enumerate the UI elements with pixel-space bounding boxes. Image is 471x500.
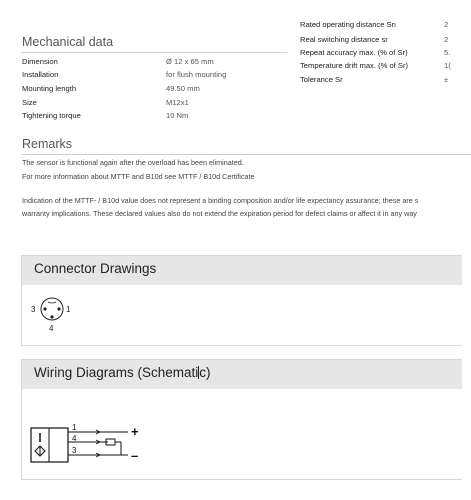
connector-drawings-heading: Connector Drawings	[22, 256, 462, 285]
wiring-title-end: c)	[199, 365, 211, 380]
spec-value-tolerance: ±	[444, 75, 449, 84]
spec-value-rated-distance: 2	[444, 20, 449, 29]
mechanical-divider	[21, 52, 287, 53]
remark-line-2: For more information about MTTF and B10d see MTTF / B10d Certificate	[22, 172, 255, 181]
spec-value-real-distance: 2	[444, 35, 449, 44]
mech-label-tightening-torque: Tightening torque	[22, 111, 81, 120]
remark-line-3: Indication of the MTTF- / B10d value does not represent a binding composition and/or life expectancy assurance; these are s	[22, 196, 419, 205]
spec-label-real-distance: Real switching distance sr	[300, 35, 388, 44]
pin-4-dot	[50, 315, 53, 318]
wiring-schematic-diagram	[28, 420, 168, 490]
pin-label-3: 3	[31, 305, 36, 314]
keyway-mark	[48, 302, 56, 303]
mech-label-mounting-length: Mounting length	[22, 84, 77, 93]
mech-value-tightening-torque: 10 Nm	[166, 111, 189, 120]
pin-label-4: 4	[49, 324, 54, 333]
spec-label-temp-drift: Temperature drift max. (% of Sr)	[300, 61, 409, 70]
spec-value-repeat-accuracy: 5.	[444, 48, 451, 57]
mech-value-size: M12x1	[166, 98, 189, 107]
remark-line-4: warranty implications. These declared values also do not extend the expiration period for defect claims or affect it in any way	[22, 209, 417, 218]
remark-line-1: The sensor is functional again after the overload has been eliminated.	[22, 158, 244, 167]
spec-label-tolerance: Tolerance Sr	[300, 75, 343, 84]
mech-value-installation: for flush mounting	[166, 70, 227, 79]
connector-pinout-icon	[26, 288, 106, 343]
spec-value-temp-drift: 1(	[444, 61, 451, 70]
mech-label-installation: Installation	[22, 70, 59, 79]
pin-3-dot	[43, 307, 46, 310]
wiring-title-main: Wiring Diagrams (Schemati	[34, 365, 199, 380]
mech-label-size: Size	[22, 98, 37, 107]
remarks-divider	[21, 154, 471, 155]
plus-symbol: +	[131, 424, 139, 439]
spec-label-repeat-accuracy: Repeat accuracy max. (% of Sr)	[300, 48, 408, 57]
pin-label-1: 1	[66, 305, 71, 314]
wiring-diagrams-panel	[21, 359, 462, 480]
mech-label-dimension: Dimension	[22, 57, 58, 66]
pin-1-dot	[57, 307, 60, 310]
mech-value-dimension: Ø 12 x 65 mm	[166, 57, 214, 66]
wire-label-4: 4	[72, 434, 77, 443]
remarks-heading: Remarks	[22, 137, 73, 151]
wire-label-1: 1	[72, 423, 77, 432]
minus-symbol: –	[131, 448, 139, 463]
spec-label-rated-distance: Rated operating distance Sn	[300, 20, 396, 29]
wiring-diagrams-heading	[22, 360, 462, 389]
mech-value-mounting-length: 49.50 mm	[166, 84, 200, 93]
wire-label-3: 3	[72, 446, 77, 455]
mechanical-data-heading: Mechanical data	[22, 35, 114, 49]
connector-drawings-panel	[21, 255, 462, 346]
